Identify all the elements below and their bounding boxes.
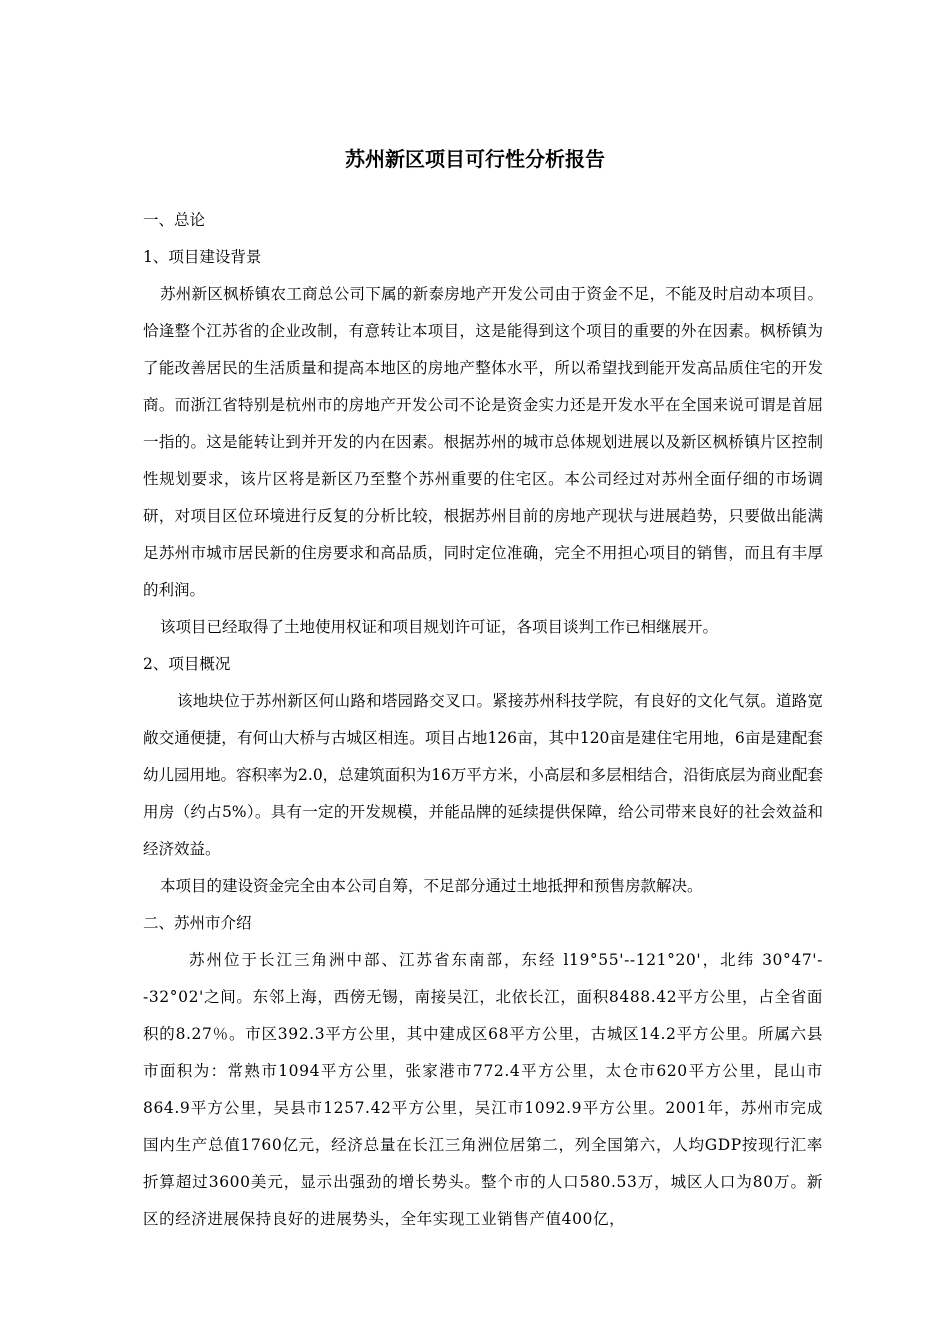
section-heading-suzhou: 二、苏州市介绍 [143, 914, 252, 932]
paragraph-site-overview: 该地块位于苏州新区何山路和塔园路交叉口。紧接苏州科技学院，有良好的文化气氛。道路宽敞交通便捷，有何山大桥与古城区相连。项目占地126亩，其中120亩是建住宅用地，6亩是建配套幼儿园用地。容积率为2.0，总建筑面积为16万平方米，小高层和多层相结合，沿街底层为商业配套用房（约占5%）。具有一定的开发规模，并能品牌的延续提供保障，给公司带来良好的社会效益和经济效益。 [143, 692, 823, 858]
paragraph-background: 苏州新区枫桥镇农工商总公司下属的新泰房地产开发公司由于资金不足，不能及时启动本项目。恰逢整个江苏省的企业改制，有意转让本项目，这是能得到这个项目的重要的外在因素。枫桥镇为了能改善居民的生活质量和提高本地区的房地产整体水平，所以希望找到能开发高品质住宅的开发商。而浙江省特别是杭州市的房地产开发公司不论是资金实力还是开发水平在全国来说可谓是首屈一指的。这是能转让到并开发的内在因素。根据苏州的城市总体规划进展以及新区枫桥镇片区控制性规划要求，该片区将是新区乃至整个苏州重要的住宅区。本公司经过对苏州全面仔细的市场调研，对项目区位环境进行反复的分析比较，根据苏州目前的房地产现状与进展趋势，只要做出能满足苏州市城市居民新的住房要求和高品质，同时定位准确，完全不用担心项目的销售，而且有丰厚的利润。 [143, 285, 823, 599]
paragraph-permits: 该项目已经取得了土地使用权证和项目规划许可证，各项目谈判工作已相继展开。 [160, 618, 719, 636]
section-heading-overview: 一、总论 [143, 211, 206, 229]
paragraph-funding: 本项目的建设资金完全由本公司自筹，不足部分通过土地抵押和预售房款解决。 [160, 877, 703, 895]
document-title: 苏州新区项目可行性分析报告 [345, 147, 605, 171]
document-body [143, 202, 823, 1238]
subsection-heading-background: 1、项目建设背景 [143, 248, 262, 266]
subsection-heading-overview: 2、项目概况 [143, 655, 231, 673]
paragraph-suzhou-intro: 苏州位于长江三角洲中部、江苏省东南部，东经 l19°55'--121°20'，北纬 30°47'--32°02'之间。东邻上海，西傍无锡，南接吴江，北依长江，面积8488.42平方公里，占全省面积的8.27％。市区392.3平方公里，其中建成区68平方公里，古城区14.2平方公里。所属六县市面积为：常熟市1094平方公里，张家港市772.4平方公里，太仓市620平方公里，昆山市864.9平方公里，吴县市1257.42平方公里，吴江市1092.9平方公里。2001年，苏州市完成国内生产总值1760亿元，经济总量在长江三角洲位居第二，列全国第六，人均GDP按现行汇率折算超过3600美元，显示出强劲的增长势头。整个市的人口580.53万，城区人口为80万。新区的经济进展保持良好的进展势头，全年实现工业销售产值400亿， [143, 951, 823, 1228]
